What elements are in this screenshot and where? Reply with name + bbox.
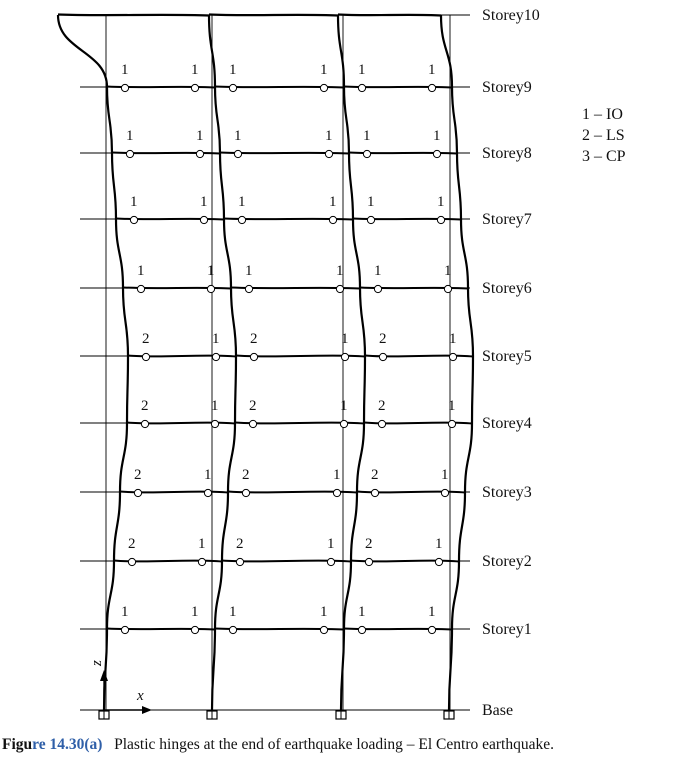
plastic-hinges — [121, 62, 457, 634]
hinge-level-label: 1 — [433, 128, 441, 144]
hinge-level-label: 1 — [336, 263, 344, 279]
z-arrow-head-icon — [100, 670, 108, 681]
legend-ls: 2 – LS — [582, 127, 625, 144]
hinge-level-label: 1 — [358, 62, 366, 78]
plastic-hinge-icon — [250, 353, 257, 360]
plastic-hinge-icon — [379, 353, 386, 360]
hinge-level-label: 1 — [329, 194, 337, 210]
hinge-level-label: 1 — [428, 604, 436, 620]
hinge-level-label: 1 — [137, 263, 145, 279]
plastic-hinge-icon — [363, 150, 370, 157]
hinge-level-label: 1 — [229, 604, 237, 620]
plastic-hinge-icon — [191, 84, 198, 91]
storey-label: Storey9 — [482, 79, 532, 96]
plastic-hinge-icon — [229, 626, 236, 633]
plastic-hinge-icon — [371, 489, 378, 496]
plastic-hinge-icon — [449, 353, 456, 360]
plastic-hinge-icon — [121, 84, 128, 91]
hinge-level-label: 1 — [238, 194, 246, 210]
z-axis-label: z — [89, 660, 105, 666]
plastic-hinge-icon — [341, 353, 348, 360]
hinge-level-label: 1 — [340, 398, 348, 414]
x-axis-label: x — [137, 688, 144, 704]
hinge-level-label: 1 — [363, 128, 371, 144]
hinge-level-label: 1 — [200, 194, 208, 210]
plastic-hinge-icon — [229, 84, 236, 91]
storey-label: Base — [482, 702, 514, 719]
plastic-hinge-icon — [196, 150, 203, 157]
deformed-beams — [58, 15, 473, 630]
legend-cp: 3 – CP — [582, 148, 626, 165]
hinge-level-label: 2 — [249, 398, 257, 414]
storey-label: Storey8 — [482, 145, 532, 162]
legend-io: 1 – IO — [582, 106, 623, 123]
hinge-level-label: 1 — [198, 536, 206, 552]
hinge-level-label: 1 — [191, 62, 199, 78]
hinge-level-label: 2 — [128, 536, 136, 552]
plastic-hinge-icon — [238, 216, 245, 223]
plastic-hinge-icon — [137, 285, 144, 292]
hinge-level-label: 1 — [191, 604, 199, 620]
hinge-level-label: 1 — [211, 398, 219, 414]
plastic-hinge-icon — [320, 626, 327, 633]
hinge-level-label: 2 — [141, 398, 149, 414]
plastic-hinge-icon — [207, 285, 214, 292]
plastic-hinge-icon — [126, 150, 133, 157]
storey-label: Storey3 — [482, 484, 532, 501]
hinge-level-label: 1 — [327, 536, 335, 552]
plastic-hinge-icon — [128, 558, 135, 565]
hinge-level-label: 1 — [229, 62, 237, 78]
plastic-hinge-icon — [448, 420, 455, 427]
hinge-level-label: 2 — [242, 467, 250, 483]
deformed-beam — [209, 15, 338, 16]
storey-label: Storey6 — [482, 280, 532, 297]
plastic-hinge-icon — [141, 420, 148, 427]
plastic-hinge-icon — [428, 626, 435, 633]
hinge-level-label: 2 — [236, 536, 244, 552]
storey-label: Storey2 — [482, 553, 532, 570]
plastic-hinge-icon — [236, 558, 243, 565]
plastic-hinge-icon — [336, 285, 343, 292]
hinge-level-label: 1 — [212, 331, 220, 347]
plastic-hinge-icon — [340, 420, 347, 427]
storey-label: Storey1 — [482, 621, 532, 638]
plastic-hinge-icon — [200, 216, 207, 223]
plastic-hinge-icon — [121, 626, 128, 633]
hinge-level-label: 1 — [358, 604, 366, 620]
hinge-level-label: 1 — [437, 194, 445, 210]
plastic-hinge-icon — [325, 150, 332, 157]
hinge-level-label: 1 — [121, 62, 129, 78]
plastic-hinge-icon — [367, 216, 374, 223]
plastic-hinge-icon — [358, 84, 365, 91]
plastic-hinge-icon — [365, 558, 372, 565]
plastic-hinge-icon — [198, 558, 205, 565]
hinge-level-label: 1 — [435, 536, 443, 552]
plastic-hinge-icon — [329, 216, 336, 223]
hinge-level-label: 1 — [245, 263, 253, 279]
plastic-hinge-icon — [204, 489, 211, 496]
hinge-level-label: 2 — [371, 467, 379, 483]
storey-labels — [482, 7, 540, 719]
reference-grid — [80, 15, 470, 710]
plastic-hinge-icon — [358, 626, 365, 633]
plastic-hinge-icon — [378, 420, 385, 427]
hinge-level-label: 2 — [379, 331, 387, 347]
hinge-level-label: 1 — [428, 62, 436, 78]
storey-label: Storey7 — [482, 211, 532, 228]
hinge-level-label: 1 — [367, 194, 375, 210]
hinge-level-label: 2 — [365, 536, 373, 552]
hinge-level-label: 2 — [142, 331, 150, 347]
plastic-hinge-icon — [333, 489, 340, 496]
hinge-level-label: 1 — [333, 467, 341, 483]
hinge-level-label: 2 — [378, 398, 386, 414]
plastic-hinge-icon — [437, 216, 444, 223]
hinge-level-label: 1 — [234, 128, 242, 144]
plastic-hinge-icon — [191, 626, 198, 633]
deformed-column-1 — [58, 15, 128, 710]
deformed-column-4 — [441, 15, 473, 710]
hinge-level-label: 1 — [130, 194, 138, 210]
deformed-beam — [338, 15, 441, 16]
storey-label: Storey4 — [482, 415, 532, 432]
hinge-level-label: 1 — [320, 604, 328, 620]
hinge-level-label: 1 — [325, 128, 333, 144]
hinge-level-label: 1 — [441, 467, 449, 483]
plastic-hinge-icon — [234, 150, 241, 157]
plastic-hinge-icon — [441, 489, 448, 496]
plastic-hinge-icon — [435, 558, 442, 565]
plastic-hinge-icon — [142, 353, 149, 360]
plastic-hinge-icon — [245, 285, 252, 292]
plastic-hinge-icon — [249, 420, 256, 427]
hinge-level-label: 2 — [250, 331, 258, 347]
hinge-level-label: 1 — [121, 604, 129, 620]
hinge-level-label: 1 — [449, 331, 457, 347]
hinge-level-label: 1 — [126, 128, 134, 144]
figure-number-prefix: Figu — [2, 736, 33, 753]
plastic-hinge-icon — [242, 489, 249, 496]
storey-label: Storey10 — [482, 7, 540, 24]
deformed-beam — [58, 15, 209, 16]
hinge-level-label: 1 — [374, 263, 382, 279]
x-arrow-head-icon — [142, 706, 152, 714]
axis-triad — [89, 660, 152, 714]
hinge-level-label: 1 — [448, 398, 456, 414]
base-supports — [99, 711, 454, 719]
plastic-hinge-icon — [428, 84, 435, 91]
storey-label: Storey5 — [482, 348, 532, 365]
plastic-hinge-icon — [374, 285, 381, 292]
hinge-level-label: 1 — [320, 62, 328, 78]
hinge-level-label: 2 — [134, 467, 142, 483]
hinge-level-label: 1 — [196, 128, 204, 144]
plastic-hinge-icon — [327, 558, 334, 565]
figure-caption — [2, 736, 692, 754]
hinge-level-label: 1 — [444, 263, 452, 279]
figure-number: re 14.30(a) — [32, 736, 103, 753]
plastic-hinge-icon — [320, 84, 327, 91]
plastic-hinge-icon — [212, 353, 219, 360]
legend — [582, 106, 626, 165]
plastic-hinge-icon — [134, 489, 141, 496]
plastic-hinge-icon — [444, 285, 451, 292]
plastic-hinge-icon — [130, 216, 137, 223]
plastic-hinge-icon — [433, 150, 440, 157]
caption-text: Plastic hinges at the end of earthquake loading – El Centro earthquake. — [114, 736, 554, 753]
hinge-level-label: 1 — [341, 331, 349, 347]
hinge-level-label: 1 — [204, 467, 212, 483]
hinge-level-label: 1 — [207, 263, 215, 279]
plastic-hinge-icon — [211, 420, 218, 427]
